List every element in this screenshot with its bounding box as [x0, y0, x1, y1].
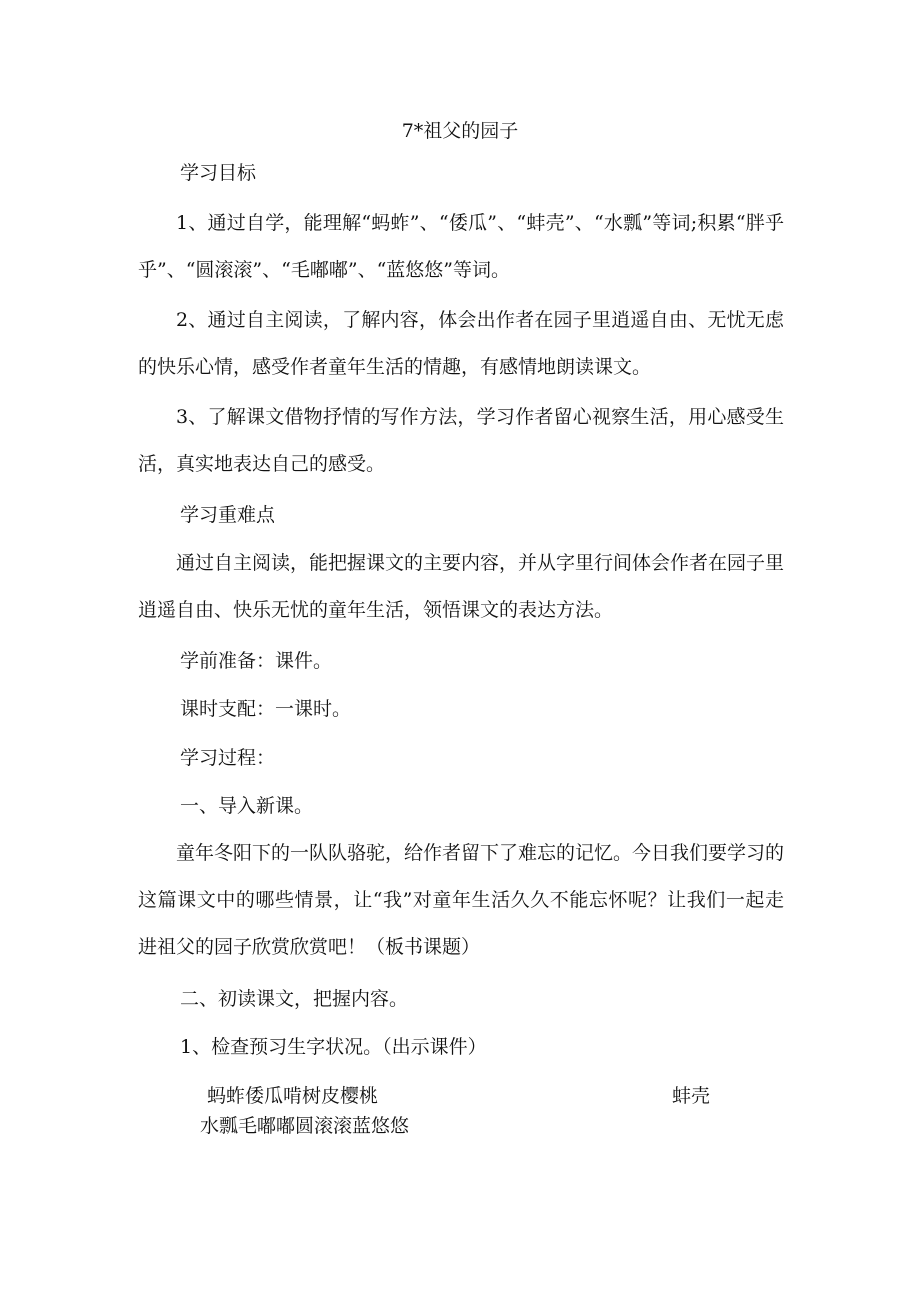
prep-line: 学前准备：课件。: [180, 650, 333, 672]
key-points-paragraph: 通过自主阅读，能把握课文的主要内容，并从字里行间体会作者在园子里逍遥自由、快乐无忧的童年生活，领悟课文的表达方法。: [138, 552, 785, 621]
process-heading: 学习过程：: [180, 747, 276, 769]
vocab-line-2: 水瓢毛嘟嘟圆滚滚蓝悠悠: [200, 1115, 410, 1137]
time-line: 课时支配：一课时。: [180, 698, 352, 720]
document-title: 7*祖父的园子: [401, 120, 519, 142]
step-2-heading: 二、初读课文，把握内容。: [180, 988, 409, 1010]
step-1-heading: 一、导入新课。: [180, 795, 314, 817]
vocab-right-word: 蚌壳: [672, 1085, 711, 1107]
key-points-heading: 学习重难点: [180, 504, 276, 526]
vocab-line-1: 蚂蚱倭瓜啃树皮樱桃: [207, 1085, 379, 1107]
sub-step-1-line: 1、检查预习生字状况。（出示课件）: [180, 1036, 487, 1058]
intro-paragraph: 童年冬阳下的一队队骆驼，给作者留下了难忘的记忆。今日我们要学习的这篇课文中的哪些情景，让“我”对童年生活久久不能忘怀呢？让我们一起走进祖父的园子欣赏欣赏吧！（板书课题）: [138, 842, 785, 958]
goal-1-paragraph: 1、通过自学，能理解“蚂蚱”、“倭瓜”、“蚌壳”、“水瓢”等词;积累“胖乎乎”、“圆滚滚”、“毛嘟嘟”、“蓝悠悠”等词。: [138, 212, 784, 281]
goal-2-paragraph: 2、通过自主阅读，了解内容，体会出作者在园子里逍遥自由、无忧无虑的快乐心情，感受作者童年生活的情趣，有感情地朗读课文。: [138, 309, 784, 378]
goals-heading: 学习目标: [180, 162, 257, 184]
goal-3-paragraph: 3、了解课文借物抒情的写作方法，学习作者留心视察生活，用心感受生活，真实地表达自己的感受。: [138, 406, 784, 475]
